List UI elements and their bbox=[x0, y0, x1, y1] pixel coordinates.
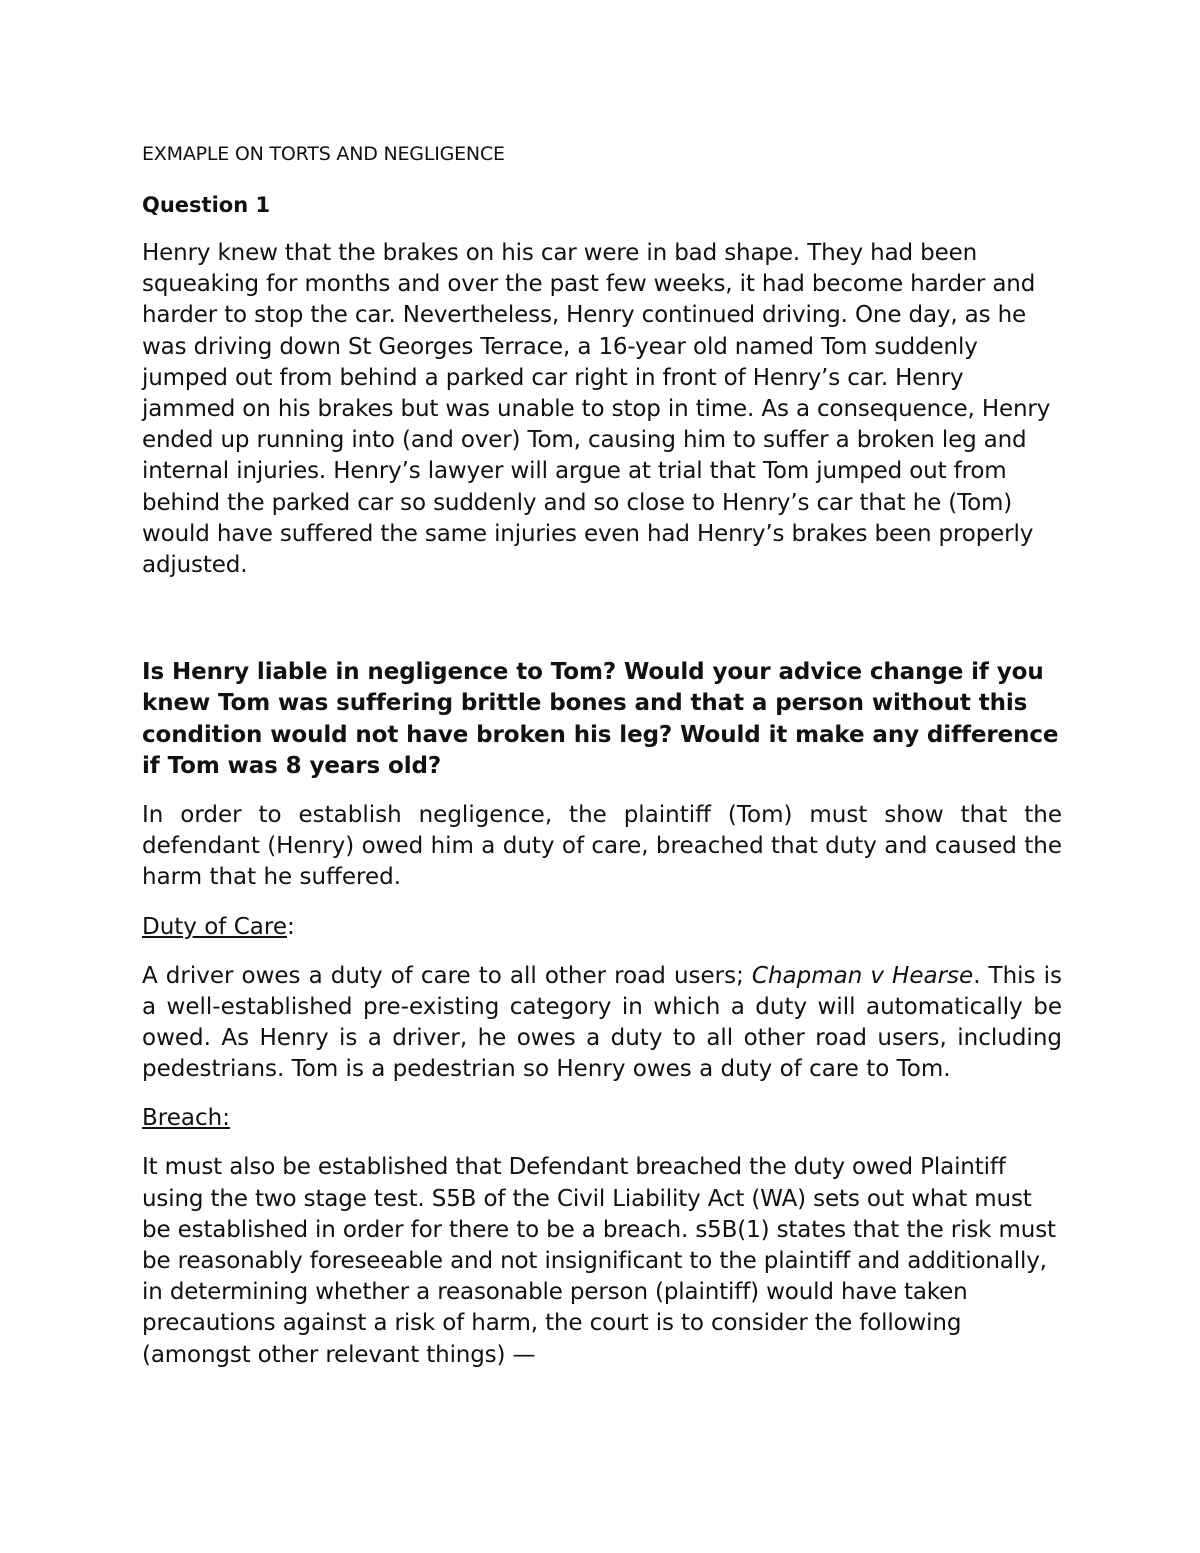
question-heading: Question 1 bbox=[142, 193, 271, 217]
scenario-paragraph: Henry knew that the brakes on his car were in bad shape. They had been squeaking for months and over the past few weeks, it had become harder and harder to stop the car. Nevertheless, Henry continued driving. One day, as he was driving down St Georges Terrace, a 16-year old named Tom suddenly jumped out from behind a parked car right in front of Henry’s car. Henry jammed on his brakes but was unable to stop in time. As a consequence, Henry ended up running into (and over) Tom, causing him to suffer a broken leg and internal injuries. Henry’s lawyer will argue at trial that Tom jumped out from behind the parked car so suddenly and so close to Henry’s car that he (Tom) would have suffered the same injuries even had Henry’s brakes been properly adjusted. bbox=[142, 240, 1051, 579]
duty-text-after-case: . This is a well-established pre-existing category in which a duty will automatically be owed. As Henry is a driver, he owes a duty to all other road users, including pedestrians. Tom is a pedestrian so Henry owes a duty of care to Tom. bbox=[142, 962, 1062, 1083]
document-title: EXMAPLE ON TORTS AND NEGLIGENCE bbox=[142, 143, 505, 165]
duty-of-care-heading-text: Duty of Care bbox=[142, 913, 287, 940]
issue-question: Is Henry liable in negligence to Tom? Would your advice change if you knew Tom was suffering brittle bones and that a person without this condition would not have broken his leg? Would it make any difference if Tom was 8 years old? bbox=[142, 659, 1059, 779]
breach-heading-text: Breach: bbox=[142, 1105, 230, 1132]
breach-heading bbox=[142, 1103, 1062, 1134]
intro-paragraph: In order to establish negligence, the plaintiff (Tom) must show that the defendant (Henry) owed him a duty of care, breached that duty and caused the harm that he suffered. bbox=[142, 802, 1062, 891]
duty-of-care-heading bbox=[142, 912, 1062, 943]
duty-of-care-paragraph bbox=[142, 961, 1062, 1086]
duty-of-care-heading-colon: : bbox=[286, 913, 295, 940]
case-name-chapman-v-hearse: Chapman v Hearse bbox=[751, 962, 974, 989]
duty-text-before-case: A driver owes a duty of care to all other road users; bbox=[142, 962, 752, 989]
breach-paragraph: It must also be established that Defendant breached the duty owed Plaintiff using the two stage test. S5B of the Civil Liability Act (WA) sets out what must be established in order for there to be a breach. s5B(1) states that the risk must be reasonably foreseeable and not insignificant to the plaintiff and additionally, in determining whether a reasonable person (plaintiff) would have taken precautions against a risk of harm, the court is to consider the following (amongst other relevant things) — bbox=[142, 1154, 1056, 1368]
document-page bbox=[142, 140, 1062, 1371]
